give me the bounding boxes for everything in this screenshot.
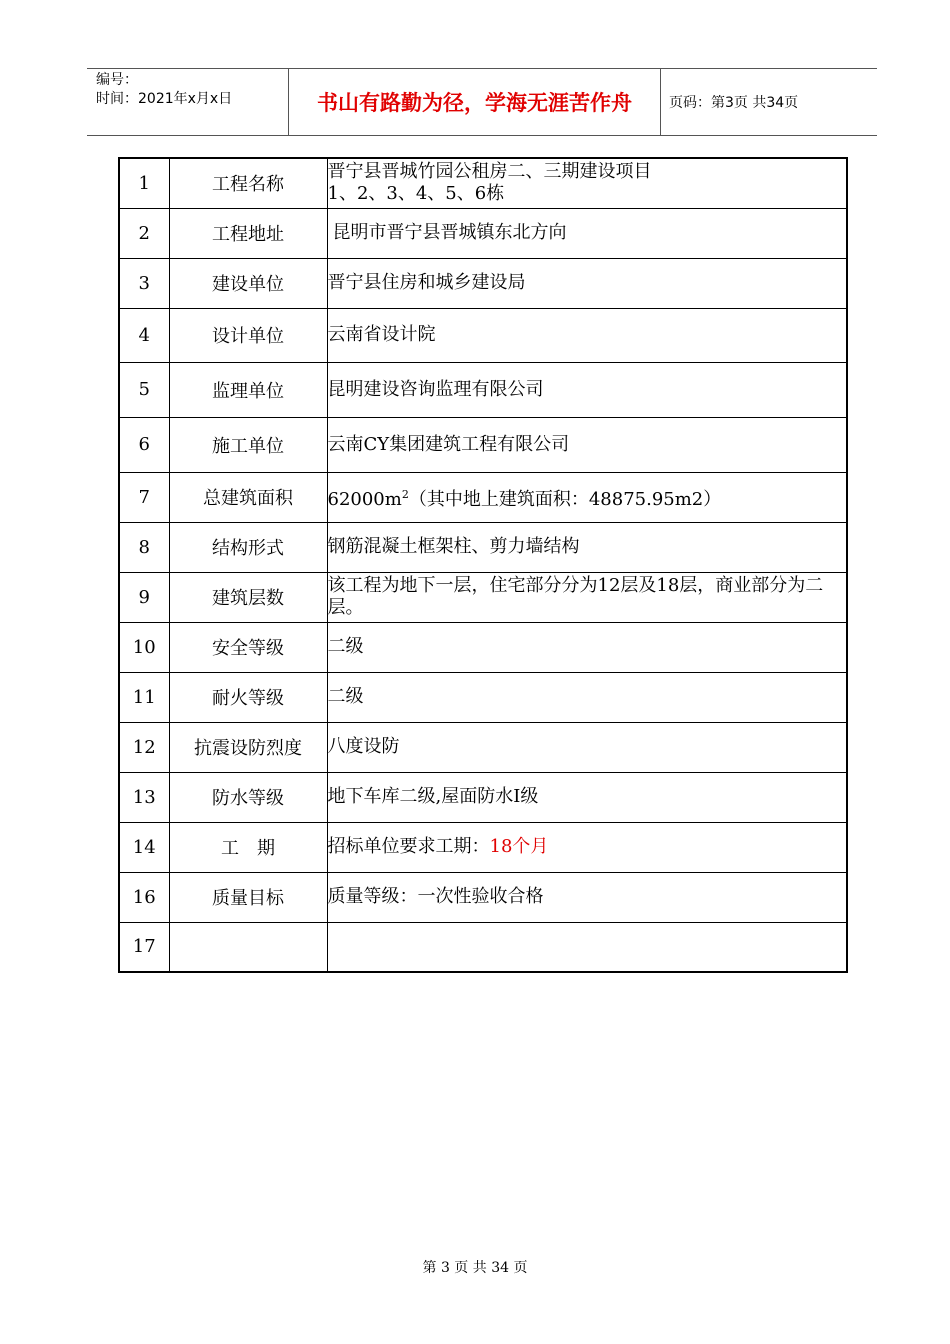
table-row bbox=[119, 417, 847, 472]
duration-prefix: 招标单位要求工期： bbox=[327, 836, 490, 857]
row-label: 施工单位 bbox=[169, 417, 327, 472]
row-value bbox=[327, 922, 847, 972]
row-label: 工程地址 bbox=[169, 208, 327, 258]
row-number: 9 bbox=[119, 572, 169, 622]
table-row bbox=[119, 522, 847, 572]
page-header bbox=[87, 68, 877, 136]
table-row bbox=[119, 158, 847, 208]
row-number: 14 bbox=[119, 822, 169, 872]
header-time-label: 时间：2021年x月x日 bbox=[96, 91, 233, 107]
table-row bbox=[119, 822, 847, 872]
row-label: 总建筑面积 bbox=[169, 472, 327, 522]
row-number: 5 bbox=[119, 362, 169, 417]
project-info-table bbox=[118, 157, 848, 973]
row-number: 1 bbox=[119, 158, 169, 208]
row-value: 晋宁县住房和城乡建设局 bbox=[327, 258, 847, 308]
table-row bbox=[119, 922, 847, 972]
table-row bbox=[119, 472, 847, 522]
row-value: 昆明市晋宁县晋城镇东北方向 bbox=[327, 208, 847, 258]
header-page-info: 页码：第3页 共34页 bbox=[669, 95, 799, 111]
row-label: 工 期 bbox=[169, 822, 327, 872]
table-row bbox=[119, 572, 847, 622]
row-number: 7 bbox=[119, 472, 169, 522]
area-unit-superscript: 2 bbox=[401, 487, 409, 501]
row-value: 二级 bbox=[327, 672, 847, 722]
row-value: 昆明建设咨询监理有限公司 bbox=[327, 362, 847, 417]
row-number: 6 bbox=[119, 417, 169, 472]
row-value: 质量等级：一次性验收合格 bbox=[327, 872, 847, 922]
row-label: 工程名称 bbox=[169, 158, 327, 208]
row-value: 云南省设计院 bbox=[327, 308, 847, 362]
area-note: （其中地上建筑面积：48875.95m2） bbox=[408, 488, 722, 510]
row-value: 二级 bbox=[327, 622, 847, 672]
row-number: 12 bbox=[119, 722, 169, 772]
row-number: 16 bbox=[119, 872, 169, 922]
row-label: 抗震设防烈度 bbox=[169, 722, 327, 772]
duration-value: 18个月 bbox=[489, 836, 549, 857]
row-value: 地下车库二级,屋面防水Ⅰ级 bbox=[327, 772, 847, 822]
row-value bbox=[327, 822, 847, 872]
row-number: 2 bbox=[119, 208, 169, 258]
row-label: 结构形式 bbox=[169, 522, 327, 572]
header-number-label: 编号： bbox=[96, 72, 138, 88]
row-number: 8 bbox=[119, 522, 169, 572]
header-meta bbox=[87, 69, 288, 135]
table-row bbox=[119, 208, 847, 258]
table-row bbox=[119, 362, 847, 417]
row-value: 该工程为地下一层，住宅部分分为12层及18层，商业部分为二层。 bbox=[327, 572, 847, 622]
row-value-line2: 1、2、3、4、5、6栋 bbox=[327, 183, 505, 205]
row-number: 10 bbox=[119, 622, 169, 672]
row-label: 质量目标 bbox=[169, 872, 327, 922]
row-label: 安全等级 bbox=[169, 622, 327, 672]
row-label: 防水等级 bbox=[169, 772, 327, 822]
row-label bbox=[169, 922, 327, 972]
row-number: 11 bbox=[119, 672, 169, 722]
page-footer: 第 3 页 共 34 页 bbox=[422, 1260, 528, 1276]
table-row bbox=[119, 722, 847, 772]
row-number: 13 bbox=[119, 772, 169, 822]
row-label: 建筑层数 bbox=[169, 572, 327, 622]
table-row bbox=[119, 772, 847, 822]
area-value: 62000m bbox=[327, 488, 402, 510]
table-row bbox=[119, 672, 847, 722]
row-number: 3 bbox=[119, 258, 169, 308]
header-motto: 书山有路勤为径，学海无涯苦作舟 bbox=[288, 69, 661, 135]
row-value-line1: 晋宁县晋城竹园公租房二、三期建设项目 bbox=[327, 161, 652, 183]
row-value bbox=[327, 158, 847, 208]
table-row bbox=[119, 308, 847, 362]
row-label: 设计单位 bbox=[169, 308, 327, 362]
row-label: 耐火等级 bbox=[169, 672, 327, 722]
row-value: 八度设防 bbox=[327, 722, 847, 772]
row-value bbox=[327, 472, 847, 522]
table-row bbox=[119, 872, 847, 922]
table-row bbox=[119, 622, 847, 672]
row-label: 建设单位 bbox=[169, 258, 327, 308]
table-row bbox=[119, 258, 847, 308]
row-number: 4 bbox=[119, 308, 169, 362]
row-label: 监理单位 bbox=[169, 362, 327, 417]
row-value: 钢筋混凝土框架柱、剪力墙结构 bbox=[327, 522, 847, 572]
row-number: 17 bbox=[119, 922, 169, 972]
row-value: 云南CY集团建筑工程有限公司 bbox=[327, 417, 847, 472]
